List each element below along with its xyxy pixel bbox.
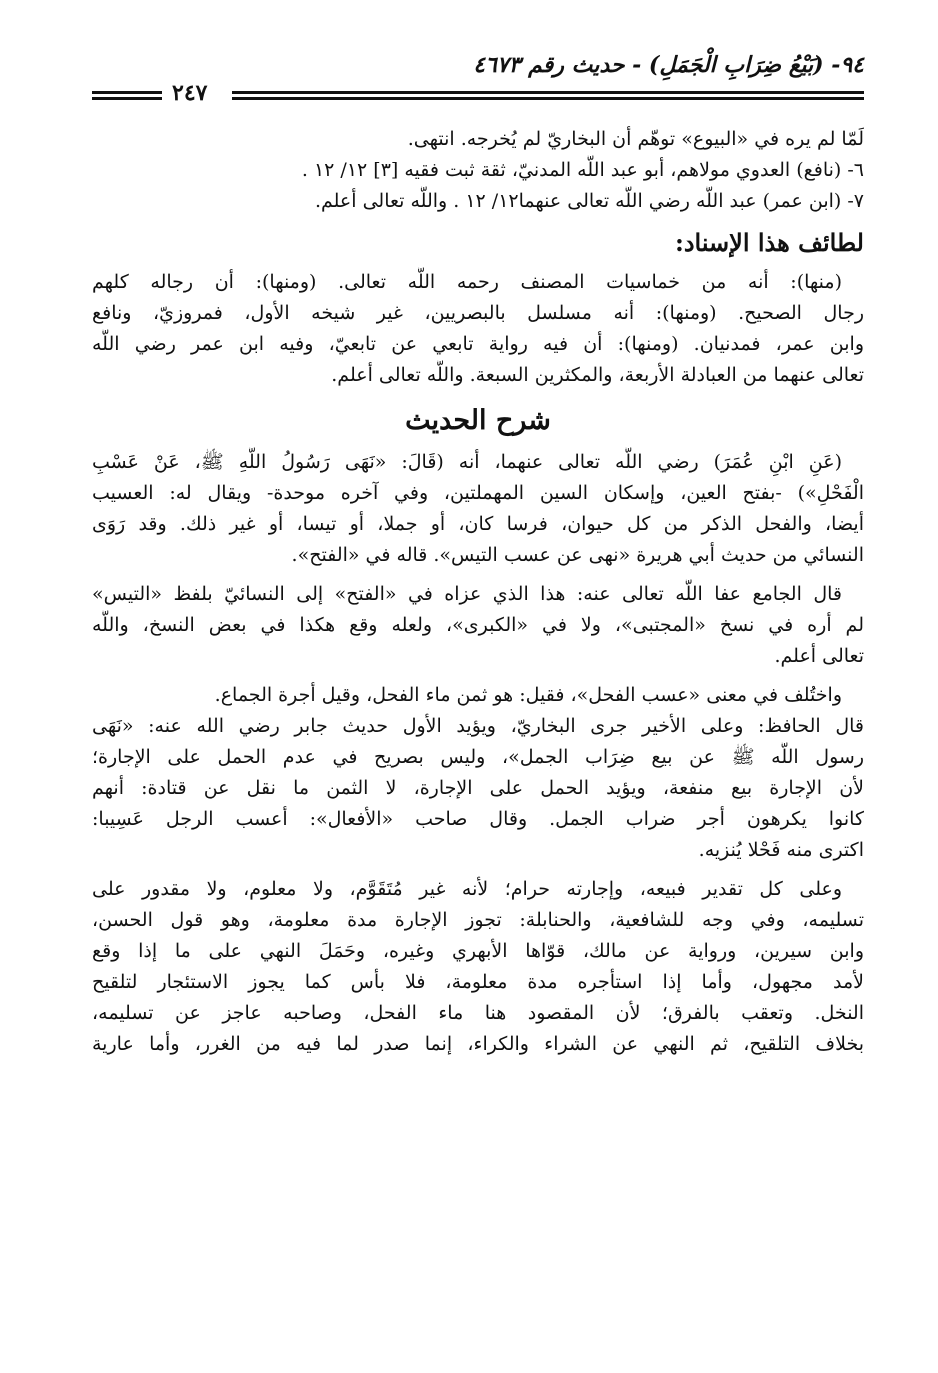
- text-line: بخلاف التلقيح، ثم النهي عن الشراء والكراء، إنما صدر لما فيه من الغرر، وأما عارية: [92, 1033, 864, 1055]
- narrator-line: ٧- (ابن عمر) عبد اللَّه رضي اللَّه تعالى عنهما١٢/ ١٢ . واللَّه تعالى أعلم.: [314, 190, 864, 212]
- book-page: [92, 50, 864, 1060]
- text-line: قال الحافظ: وعلى الأخير جرى البخاريّ، ويؤيد الأول حديث جابر رضي الله عنه: «نَهَى: [92, 715, 864, 737]
- text-line: وابن سيرين، ورواية عن مالك، قوّاها الأبهري وغيره، وحَمَلَ النهي على ما إذا وقع: [92, 940, 864, 962]
- text-line: لم أره في نسخ «المجتبى»، ولا في «الكبرى»، ولعله وقع هكذا في بعض النسخ، واللَّه: [92, 614, 864, 636]
- text-line: رسول اللَّه ﷺ عن بيع ضِرَاب الجمل»، وليس بصريح في عدم الحمل على الإجارة؛: [92, 746, 864, 768]
- page-header: [92, 50, 864, 106]
- compiler-note-paragraph: [92, 579, 864, 672]
- text-line: قال الجامع عفا اللَّه تعالى عنه: هذا الذي عزاه في «الفتح» إلى النسائيّ بلفظ «التيس»: [92, 583, 842, 605]
- section-heading: لطائف هذا الإسناد:: [674, 228, 864, 257]
- text-line: وعلى كل تقدير فبيعه، وإجارته حرام؛ لأنه غير مُتَقَوَّم، ولا معلوم، ولا مقدور على: [92, 878, 842, 900]
- section-heading-centered: شرح الحديث: [405, 405, 551, 436]
- text-line: لأمد مجهول، وأما إذا استأجره مدة معلومة، فلا بأس كما يجوز الاستئجار لتلقيح: [92, 971, 864, 993]
- hadith-paragraph: [92, 447, 864, 571]
- text-line: (منها): أنه من خماسيات المصنف رحمه اللَّه تعالى. (ومنها): أن رجاله كلهم: [92, 271, 842, 293]
- meaning-paragraph: [92, 680, 864, 866]
- text-line: لَمّا لم يره في «البيوع» توهّم أن البخاريّ لم يُخرجه. انتهى.: [407, 128, 864, 150]
- text-line: أيضا، والفحل الذكر من كل حيوان، فرسا كان، أو جملا، أو تيسا، أو غير ذلك. وقد رَوَى: [92, 513, 864, 535]
- text-line: وابن عمر، فمدنيان. (ومنها): أن فيه رواية تابعي عن تابعيّ، وفيه ابن عمر رضي اللَّه: [92, 333, 864, 355]
- text-line: كانوا يكرهون أجر ضراب الجمل. وقال صاحب «الأفعال»: أعسب الرجل عَسِيبا:: [92, 808, 864, 830]
- text-line: رجال الصحيح. (ومنها): أنه مسلسل بالبصريين، غير شيخه الأول، فمروزيّ، ونافع: [92, 302, 864, 324]
- ruling-paragraph: [92, 874, 864, 1060]
- page-number: ٢٤٧: [172, 80, 208, 106]
- text-line: تعالى أعلم.: [774, 645, 864, 667]
- text-line: تعالى عنهما من العبادلة الأربعة، والمكثرين السبعة. واللَّه تعالى أعلم.: [331, 364, 864, 386]
- text-line: اكترى منه فَحْلا يُنزيه.: [698, 839, 864, 861]
- text-line: الْفَحْلِ») -بفتح العين، وإسكان السين المهملتين، وفي آخره موحدة- ويقال له: العسيب: [92, 482, 864, 504]
- header-rule-left: [92, 91, 162, 103]
- header-rule-right: [232, 91, 864, 103]
- text-line: لأن الإجارة بيع منفعة، ويؤيد الحمل على الإجارة، لا الثمن ما نقل عن قتادة: أنهم: [92, 777, 864, 799]
- text-line: النخل. وتعقب بالفرق؛ لأن المقصود هنا ماء الفحل، وصاحبه عاجز عن تسليمه،: [92, 1002, 864, 1024]
- isnad-paragraph: [92, 267, 864, 391]
- text-line: واختُلف في معنى «عسب الفحل»، فقيل: هو ثمن ماء الفحل، وقيل أجرة الجماع.: [214, 684, 842, 706]
- footnote-continuation: [92, 124, 864, 217]
- text-line: (عَنِ ابْنِ عُمَرَ) رضي اللَّه تعالى عنهما، أنه (قَالَ: «نَهَى رَسُولُ اللَّهِ ﷺ، عَنْ عَسْبِ: [92, 451, 842, 473]
- text-line: تسليمه، وفي وجه للشافعية، والحنابلة: تجوز الإجارة مدة معلومة، وهو قول الحسن،: [92, 909, 864, 931]
- running-title: ٩٤- (بَيْعُ ضِرَابِ الْجَمَلِ) - حديث رقم ٤٦٧٣: [473, 52, 864, 78]
- text-line: النسائي من حديث أبي هريرة «نهى عن عسب التيس». قاله في «الفتح».: [291, 544, 864, 566]
- narrator-line: ٦- (نافع) العدوي مولاهم، أبو عبد اللَّه المدنيّ، ثقة ثبت فقيه [٣] ١٢/ ١٢ .: [301, 159, 864, 181]
